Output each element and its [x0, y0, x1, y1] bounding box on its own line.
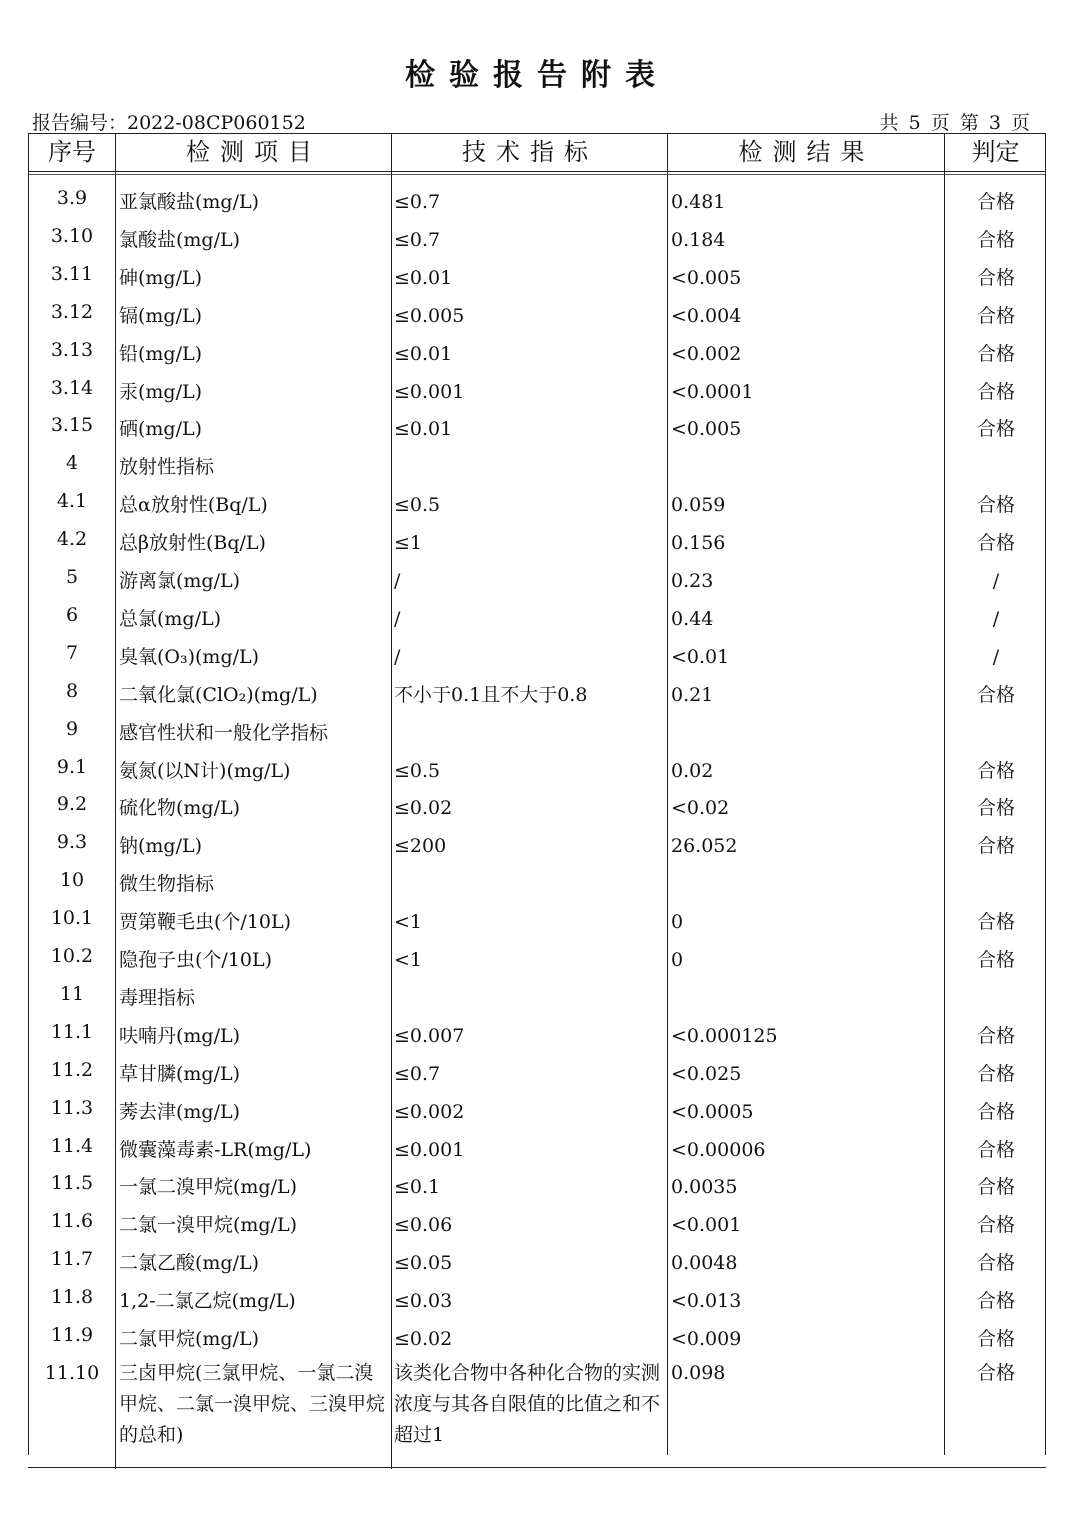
row-item: 二氯乙酸(mg/L) — [119, 1252, 260, 1275]
row-standard: ≤0.5 — [394, 759, 441, 782]
table-bottom-rule — [28, 1467, 1046, 1468]
row-item: 汞(mg/L) — [119, 380, 203, 403]
row-item: 砷(mg/L) — [119, 266, 203, 289]
row-judgement: 合格 — [976, 304, 1015, 327]
page-indicator: 共 5 页 第 3 页 — [879, 112, 1030, 134]
row-no: 8 — [65, 679, 79, 702]
row-judgement: 合格 — [976, 1214, 1015, 1237]
table-row — [28, 1358, 1046, 1446]
row-no: 11.6 — [50, 1210, 94, 1233]
row-judgement: 合格 — [976, 1252, 1015, 1275]
row-no: 3.13 — [50, 338, 94, 361]
table-row — [28, 638, 1046, 676]
row-judgement: 合格 — [976, 380, 1015, 403]
row-judgement: 合格 — [976, 797, 1015, 820]
row-item: 二氯一溴甲烷(mg/L) — [119, 1214, 298, 1237]
row-standard: ≤0.03 — [394, 1290, 453, 1313]
row-item: 总β放射性(Bq/L) — [119, 532, 266, 555]
table-row — [28, 562, 1046, 600]
row-result: 0.21 — [671, 683, 714, 706]
row-standard: / — [394, 570, 401, 592]
row-standard: ≤0.7 — [394, 228, 441, 251]
row-no: 11.9 — [50, 1324, 94, 1346]
table-row — [28, 183, 1046, 221]
row-standard: / — [394, 645, 401, 668]
row-item: 隐孢子虫(个/10L) — [119, 949, 273, 971]
header-bottom-rule — [28, 171, 1046, 172]
table-row — [28, 1206, 1046, 1244]
row-result: 0.184 — [671, 228, 726, 251]
row-item: 氯酸盐(mg/L) — [119, 228, 241, 251]
row-no: 3.15 — [50, 414, 94, 437]
row-no: 3.10 — [50, 224, 94, 247]
row-no: 11 — [59, 982, 85, 1005]
row-standard: ≤1 — [394, 532, 423, 555]
row-judgement: 合格 — [976, 1328, 1015, 1350]
row-judgement: / — [992, 607, 1000, 630]
row-judgement: 合格 — [976, 1062, 1015, 1085]
row-judgement: 合格 — [976, 266, 1015, 289]
row-no: 11.4 — [50, 1134, 94, 1157]
row-no: 4 — [65, 452, 79, 475]
table-row — [28, 1131, 1046, 1169]
row-standard: ≤0.001 — [394, 1138, 465, 1161]
table-row — [28, 448, 1046, 486]
row-result: 0.098 — [671, 1361, 726, 1384]
row-standard: ≤0.02 — [394, 797, 453, 820]
row-item: 铅(mg/L) — [119, 342, 203, 365]
row-item: 贾第鞭毛虫(个/10L) — [119, 911, 292, 934]
row-result: 0.23 — [671, 570, 714, 592]
row-standard: ≤0.002 — [394, 1100, 465, 1123]
header-no: 序号 — [48, 138, 96, 166]
row-item: 总α放射性(Bq/L) — [119, 494, 268, 517]
row-no: 11.7 — [50, 1248, 94, 1271]
header-judgement: 判定 — [971, 138, 1020, 166]
report-title: 检验报告附表 — [405, 58, 669, 93]
row-item: 一氯二溴甲烷(mg/L) — [119, 1176, 298, 1199]
row-result: <0.009 — [671, 1328, 742, 1350]
row-judgement: 合格 — [976, 1361, 1015, 1384]
row-no: 11.1 — [50, 1020, 94, 1043]
row-item: 二氧化氯(ClO₂)(mg/L) — [119, 683, 318, 706]
row-judgement: 合格 — [976, 911, 1015, 934]
row-standard: ≤0.7 — [394, 191, 441, 213]
row-standard: ≤0.005 — [394, 304, 465, 327]
row-item: 微生物指标 — [119, 873, 215, 896]
row-judgement: 合格 — [976, 759, 1015, 782]
table-row — [28, 941, 1046, 979]
row-standard: ≤0.01 — [394, 418, 453, 441]
table-row — [28, 297, 1046, 335]
row-item: 1,2-二氯乙烷(mg/L) — [119, 1290, 296, 1313]
row-item: 二氯甲烷(mg/L) — [119, 1328, 260, 1350]
row-judgement: 合格 — [976, 1024, 1015, 1047]
row-no: 9.1 — [56, 755, 88, 778]
row-item: 总氯(mg/L) — [119, 607, 222, 630]
table-row — [28, 335, 1046, 373]
row-standard: ≤0.7 — [394, 1062, 441, 1085]
row-judgement: 合格 — [976, 342, 1015, 365]
row-result: 0 — [671, 911, 684, 934]
row-judgement: 合格 — [976, 835, 1015, 858]
row-standard: ≤0.01 — [394, 342, 453, 365]
row-no: 3.14 — [50, 376, 94, 399]
row-no: 10.1 — [50, 907, 94, 930]
table-row — [28, 903, 1046, 941]
row-item: 钠(mg/L) — [119, 835, 203, 858]
row-result: 0 — [671, 949, 684, 971]
row-no: 11.2 — [50, 1058, 94, 1081]
row-item: 氨氮(以N计)(mg/L) — [119, 759, 291, 782]
row-standard: <1 — [394, 911, 423, 934]
table-row — [28, 676, 1046, 714]
row-standard: ≤0.05 — [394, 1252, 453, 1275]
row-judgement: 合格 — [976, 494, 1015, 517]
row-no: 4.2 — [56, 528, 88, 551]
table-row — [28, 865, 1046, 903]
table-row — [28, 259, 1046, 297]
row-no: 7 — [65, 641, 79, 664]
row-item: 毒理指标 — [119, 986, 196, 1009]
table-header — [28, 133, 1046, 171]
row-no: 3.11 — [50, 262, 94, 285]
row-no: 3.12 — [50, 300, 94, 323]
row-judgement: 合格 — [976, 191, 1015, 213]
row-no: 9.2 — [56, 793, 88, 816]
row-result: <0.013 — [671, 1290, 742, 1313]
row-judgement: 合格 — [976, 228, 1015, 251]
row-item: 臭氧(O₃)(mg/L) — [119, 645, 260, 668]
table-row — [28, 827, 1046, 865]
row-no: 4.1 — [56, 490, 88, 513]
row-standard: ≤0.5 — [394, 494, 441, 517]
row-standard: ≤200 — [394, 835, 447, 858]
row-judgement: 合格 — [976, 683, 1015, 706]
row-standard: ≤0.001 — [394, 380, 465, 403]
table-row — [28, 789, 1046, 827]
table-row — [28, 524, 1046, 562]
table-row — [28, 410, 1046, 448]
row-item: 硒(mg/L) — [119, 418, 203, 441]
row-judgement: 合格 — [976, 532, 1015, 555]
row-standard: ≤0.007 — [394, 1024, 465, 1047]
row-standard: <1 — [394, 949, 423, 971]
row-result: 0.156 — [671, 532, 726, 555]
row-no: 6 — [65, 603, 79, 626]
row-no: 10.2 — [50, 945, 94, 967]
table-row — [28, 714, 1046, 752]
row-result: 0.0048 — [671, 1252, 738, 1275]
row-standard: ≤0.1 — [394, 1176, 441, 1199]
header-item: 检测项目 — [186, 138, 322, 166]
row-result: <0.001 — [671, 1214, 742, 1237]
row-result: 0.44 — [671, 607, 714, 630]
row-standard: ≤0.06 — [394, 1214, 453, 1237]
row-judgement: / — [992, 645, 1000, 668]
table-row — [28, 1055, 1046, 1093]
row-standard: ≤0.02 — [394, 1328, 453, 1350]
row-no: 11.10 — [44, 1361, 100, 1384]
row-standard: / — [394, 607, 401, 630]
row-result: 26.052 — [671, 835, 738, 858]
table-row — [28, 1017, 1046, 1055]
row-result: <0.0005 — [671, 1100, 754, 1123]
row-judgement: 合格 — [976, 1176, 1015, 1199]
row-item: 镉(mg/L) — [119, 304, 203, 327]
header-gap-rule — [28, 174, 1046, 175]
table-row — [28, 1244, 1046, 1282]
row-result: <0.0001 — [671, 380, 754, 403]
row-item: 游离氯(mg/L) — [119, 570, 241, 592]
row-judgement: 合格 — [976, 1138, 1015, 1161]
row-result: <0.000125 — [671, 1024, 778, 1047]
row-item: 草甘膦(mg/L) — [119, 1062, 241, 1085]
row-item: 硫化物(mg/L) — [119, 797, 241, 820]
row-no: 9.3 — [56, 831, 88, 854]
row-result: 0.059 — [671, 494, 726, 517]
row-standard: ≤0.01 — [394, 266, 453, 289]
row-no: 5 — [65, 566, 79, 588]
row-result: 0.0035 — [671, 1176, 738, 1199]
row-no: 11.3 — [50, 1096, 94, 1119]
row-result: <0.005 — [671, 266, 742, 289]
table-row — [28, 1168, 1046, 1206]
row-item: 三卤甲烷(三氯甲烷、一氯二溴甲烷、二氯一溴甲烷、三溴甲烷的总和) — [119, 1361, 386, 1446]
row-item: 感官性状和一般化学指标 — [119, 721, 329, 744]
table-row — [28, 221, 1046, 259]
row-result: <0.025 — [671, 1062, 742, 1085]
results-table — [28, 133, 1046, 1469]
row-item: 莠去津(mg/L) — [119, 1100, 241, 1123]
row-result: <0.002 — [671, 342, 742, 365]
row-result: 0.02 — [671, 759, 714, 782]
table-row — [28, 1093, 1046, 1131]
row-judgement: 合格 — [976, 418, 1015, 441]
row-no: 11.8 — [50, 1286, 94, 1309]
row-no: 10 — [59, 869, 85, 892]
row-standard: 该类化合物中各种化合物的实测浓度与其各自限值的比值之和不超过1 — [394, 1361, 661, 1446]
table-row — [28, 752, 1046, 790]
table-row — [28, 979, 1046, 1017]
row-result: <0.005 — [671, 418, 742, 441]
table-row — [28, 600, 1046, 638]
row-standard: 不小于0.1且不大于0.8 — [394, 683, 588, 706]
row-item: 亚氯酸盐(mg/L) — [119, 191, 260, 213]
table-row — [28, 1282, 1046, 1320]
row-no: 9 — [65, 717, 79, 740]
row-result: 0.481 — [671, 191, 726, 213]
row-item: 放射性指标 — [119, 456, 215, 479]
table-row — [28, 373, 1046, 411]
row-item: 微囊藻毒素-LR(mg/L) — [119, 1138, 312, 1161]
row-judgement: 合格 — [976, 949, 1015, 971]
row-result: <0.02 — [671, 797, 730, 820]
row-judgement: / — [992, 570, 1000, 592]
table-row — [28, 486, 1046, 524]
report-number: 报告编号：2022-08CP060152 — [32, 112, 306, 134]
row-result: <0.00006 — [671, 1138, 766, 1161]
header-result: 检测结果 — [738, 138, 875, 166]
row-result: <0.004 — [671, 304, 742, 327]
row-result: <0.01 — [671, 645, 730, 668]
row-judgement: 合格 — [976, 1100, 1015, 1123]
row-item: 呋喃丹(mg/L) — [119, 1024, 241, 1047]
row-judgement: 合格 — [976, 1290, 1015, 1313]
table-row — [28, 1320, 1046, 1358]
row-no: 3.9 — [56, 187, 88, 209]
row-no: 11.5 — [50, 1172, 94, 1195]
header-standard: 技术指标 — [462, 138, 598, 166]
